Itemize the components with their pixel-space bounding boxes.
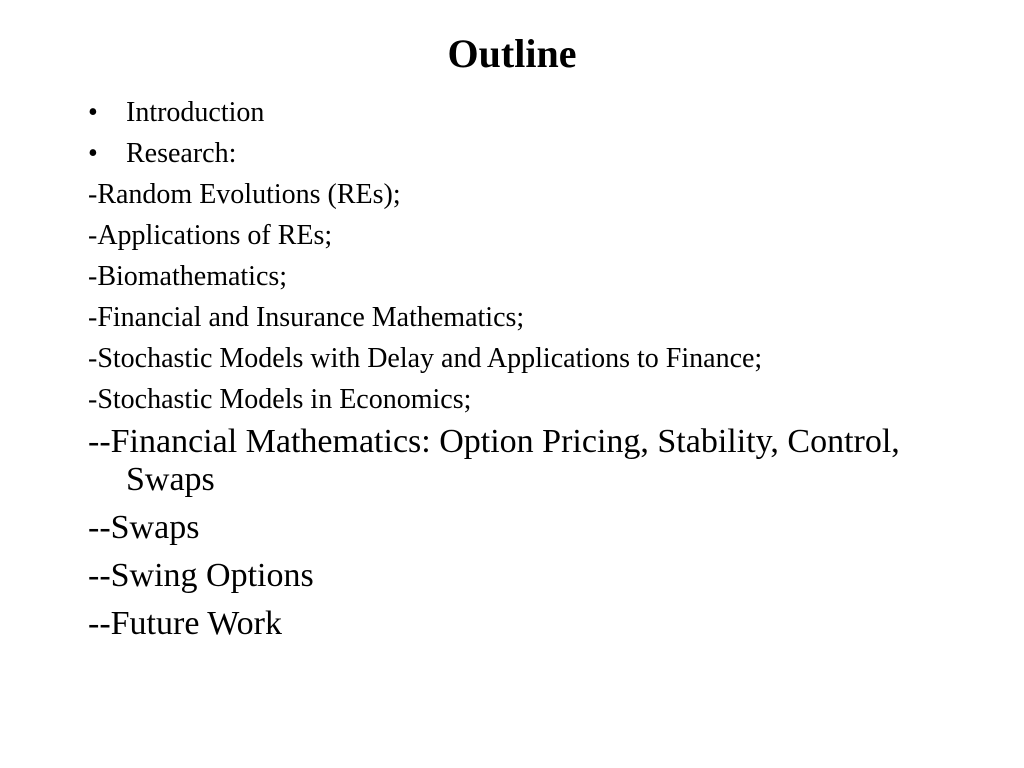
bullet-item-introduction (88, 95, 948, 136)
bullet-item-research (88, 136, 948, 177)
bullet-icon: • (88, 138, 98, 169)
bullet-text: Research: (126, 138, 237, 169)
sub-item-biomathematics: -Biomathematics; (88, 261, 288, 292)
sub-item-random-evolutions: -Random Evolutions (REs); (88, 179, 401, 210)
sub-item-applications: -Applications of REs; (88, 220, 333, 251)
bullet-icon: • (88, 97, 98, 128)
large-item-swing-options: --Swing Options (88, 557, 314, 594)
large-item-future-work: --Future Work (88, 605, 282, 642)
sub-item-economics: -Stochastic Models in Economics; (88, 384, 472, 415)
sub-item-financial-insurance: -Financial and Insurance Mathematics; (88, 302, 525, 333)
outline-list (88, 95, 948, 653)
large-item-swaps: --Swaps (88, 509, 200, 546)
slide-title: Outline (447, 31, 577, 76)
sub-item-delay-models: -Stochastic Models with Delay and Applications to Finance; (88, 343, 763, 374)
bullet-text: Introduction (126, 97, 265, 128)
large-item-financial-mathematics: --Financial Mathematics: Option Pricing, Stability, Control, Swaps (88, 423, 900, 498)
